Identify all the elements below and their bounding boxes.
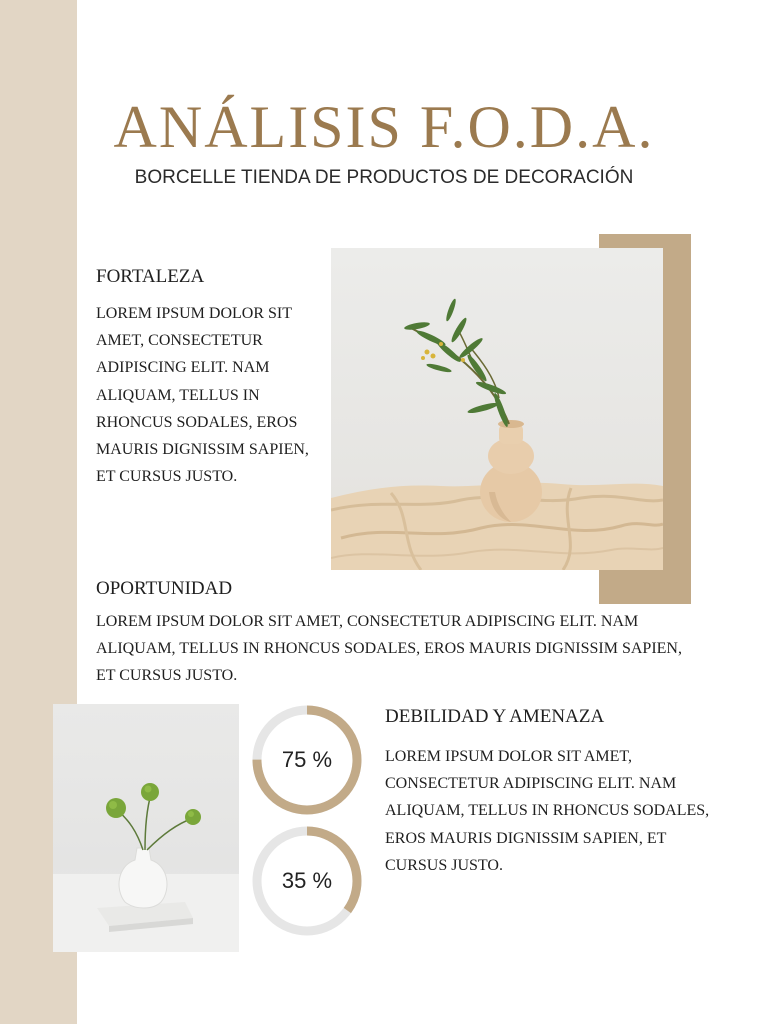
fortaleza-text: LOREM IPSUM DOLOR SIT AMET, CONSECTETUR ADIPISCING ELIT. NAM ALIQUAM, TELLUS IN RHONCUS SODALES, EROS MAURIS DIGNISSIM SAPIEN, ET CURSUS JUSTO. <box>96 305 309 486</box>
progress-ring-35 <box>251 825 363 937</box>
page-title: ANÁLISIS F.O.D.A. <box>113 94 655 160</box>
ring-label: 35 % <box>281 868 333 893</box>
debilidad-amenaza-heading: DEBILIDAD Y AMENAZA <box>385 706 605 727</box>
oportunidad-text: LOREM IPSUM DOLOR SIT AMET, CONSECTETUR ADIPISCING ELIT. NAM ALIQUAM, TELLUS IN RHONCUS SODALES, EROS MAURIS DIGNISSIM SAPIEN, ET CURSUS JUSTO. <box>96 613 682 685</box>
plant-vase-photo <box>331 248 663 570</box>
page-subtitle: BORCELLE TIENDA DE PRODUCTOS DE DECORACIÓN <box>134 167 634 188</box>
white-vase-photo <box>53 704 239 952</box>
oportunidad-heading: OPORTUNIDAD <box>96 578 233 599</box>
fortaleza-heading: FORTALEZA <box>96 266 205 287</box>
ring-label: 75 % <box>281 747 333 772</box>
debilidad-amenaza-text: LOREM IPSUM DOLOR SIT AMET, CONSECTETUR ADIPISCING ELIT. NAM ALIQUAM, TELLUS IN RHONCUS SODALES, EROS MAURIS DIGNISSIM SAPIEN, ET CURSUS JUSTO. <box>385 748 710 874</box>
progress-ring-75 <box>251 704 363 816</box>
